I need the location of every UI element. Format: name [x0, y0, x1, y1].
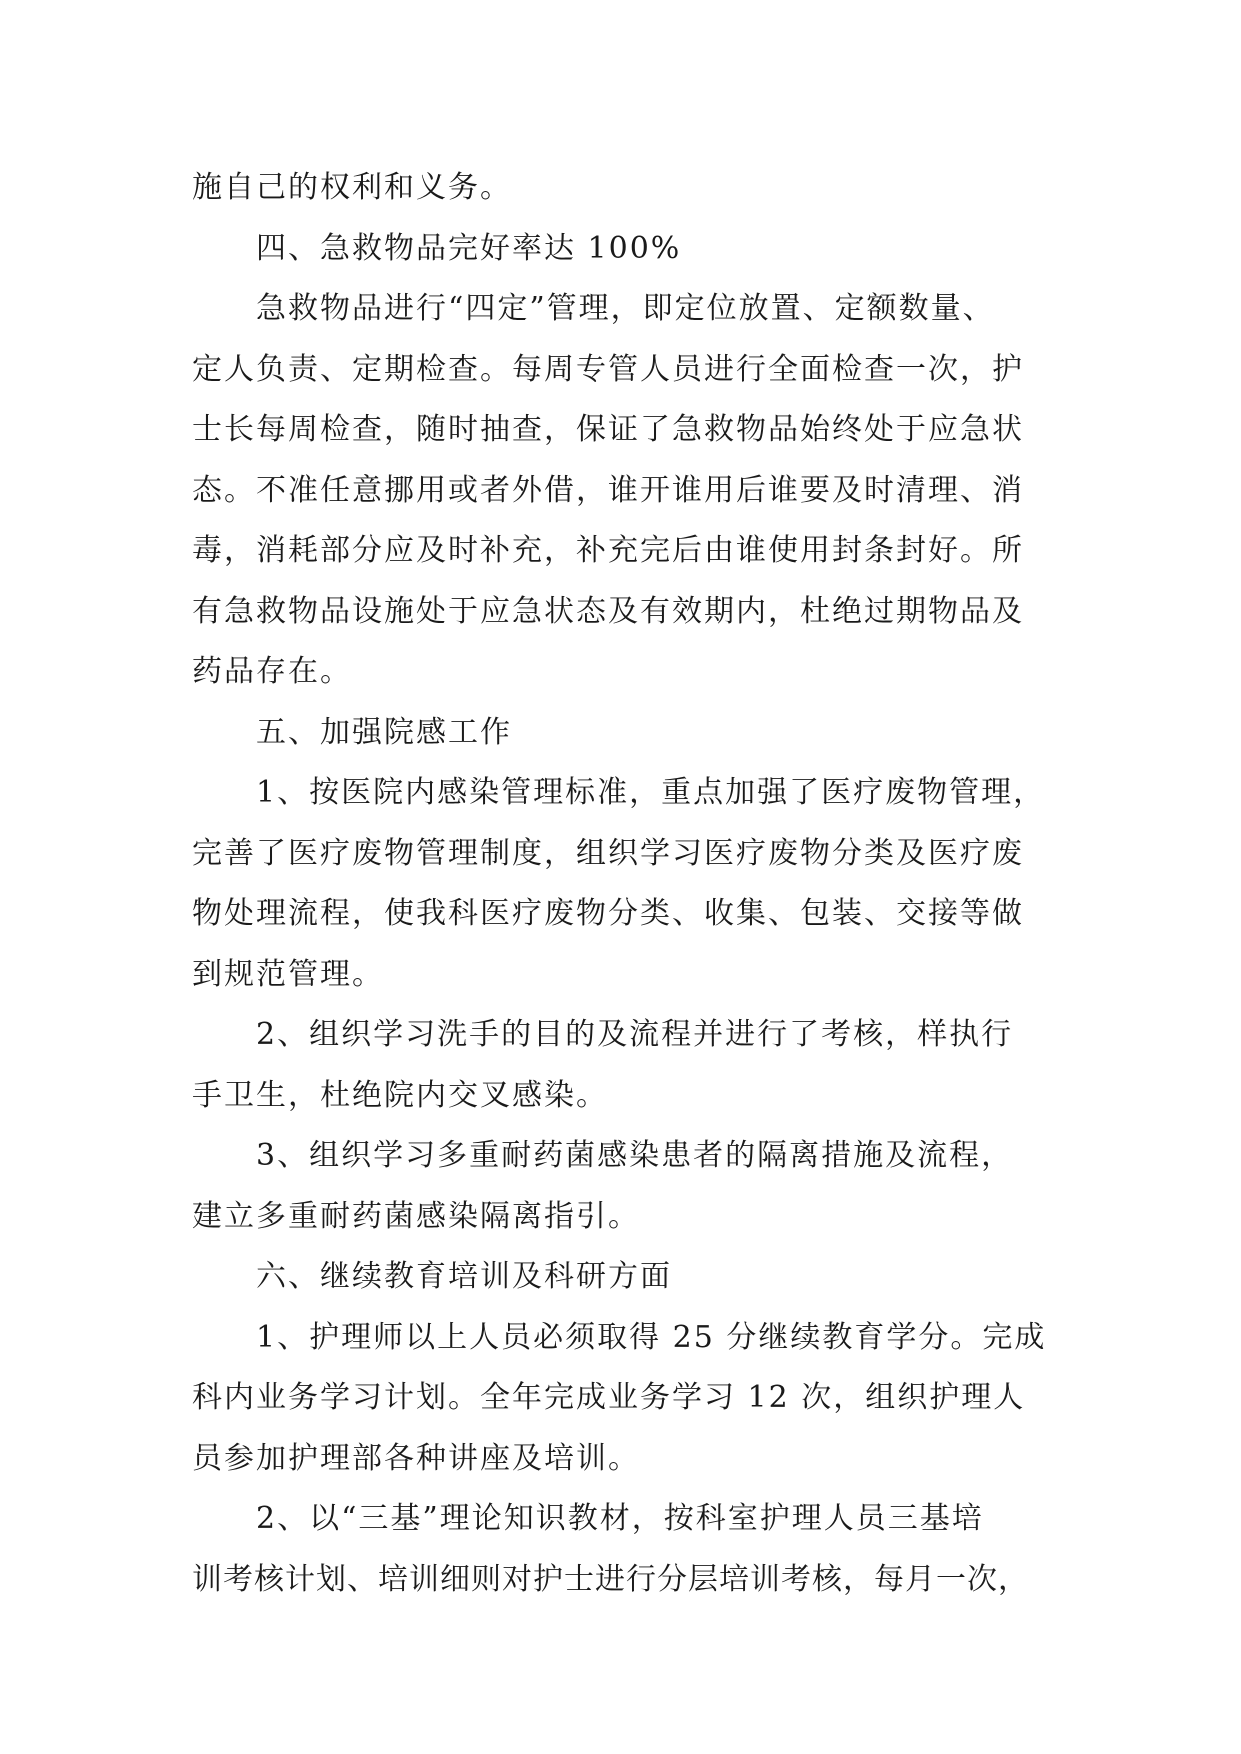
paragraph-first-line: 急救物品进行“四定”管理，即定位放置、定额数量、: [256, 291, 995, 326]
text-line: 定人负责、定期检查。每周专管人员进行全面检查一次，护: [192, 351, 1024, 387]
text-line: 手卫生，杜绝院内交叉感染。: [192, 1077, 608, 1113]
text-line: 到规范管理。: [192, 956, 384, 992]
text-line: 完善了医疗废物管理制度，组织学习医疗废物分类及医疗废: [192, 835, 1024, 871]
section-heading: 五、加强院感工作: [256, 714, 512, 750]
section-heading: 六、继续教育培训及科研方面: [256, 1259, 672, 1294]
paragraph-first-line: 3、组织学习多重耐药菌感染患者的隔离措施及流程，: [256, 1138, 1014, 1173]
text-line: 训考核计划、培训细则对护士进行分层培训考核，每月一次，: [192, 1561, 1029, 1597]
text-line: 态。不准任意挪用或者外借，谁开谁用后谁要及时清理、消: [192, 472, 1024, 508]
paragraph-first-line: 2、组织学习洗手的目的及流程并进行了考核，样执行: [256, 1017, 1014, 1052]
text-line: 物处理流程，使我科医疗废物分类、收集、包装、交接等做: [192, 896, 1024, 931]
text-line: 建立多重耐药菌感染隔离指引。: [192, 1198, 640, 1234]
text-line: 士长每周检查，随时抽查，保证了急救物品始终处于应急状: [192, 412, 1024, 447]
paragraph-first-line: 2、以“三基”理论知识教材，按科室护理人员三基培: [256, 1501, 984, 1536]
text-line: 员参加护理部各种讲座及培训。: [192, 1440, 640, 1476]
text-line: 药品存在。: [192, 654, 352, 689]
document-body: [192, 158, 1062, 1610]
text-line: 施自己的权利和义务。: [192, 170, 512, 205]
paragraph-first-line: 1、护理师以上人员必须取得 25 分继续教育学分。完成: [256, 1319, 1047, 1355]
paragraph-first-line: 1、按医院内感染管理标准，重点加强了医疗废物管理，: [256, 775, 1046, 810]
text-line: 有急救物品设施处于应急状态及有效期内，杜绝过期物品及: [192, 593, 1024, 629]
section-heading: 四、急救物品完好率达 100%: [256, 230, 682, 266]
text-line: 科内业务学习计划。全年完成业务学习 12 次，组织护理人: [192, 1380, 1026, 1415]
text-line: 毒，消耗部分应及时补充，补充完后由谁使用封条封好。所: [192, 533, 1024, 568]
